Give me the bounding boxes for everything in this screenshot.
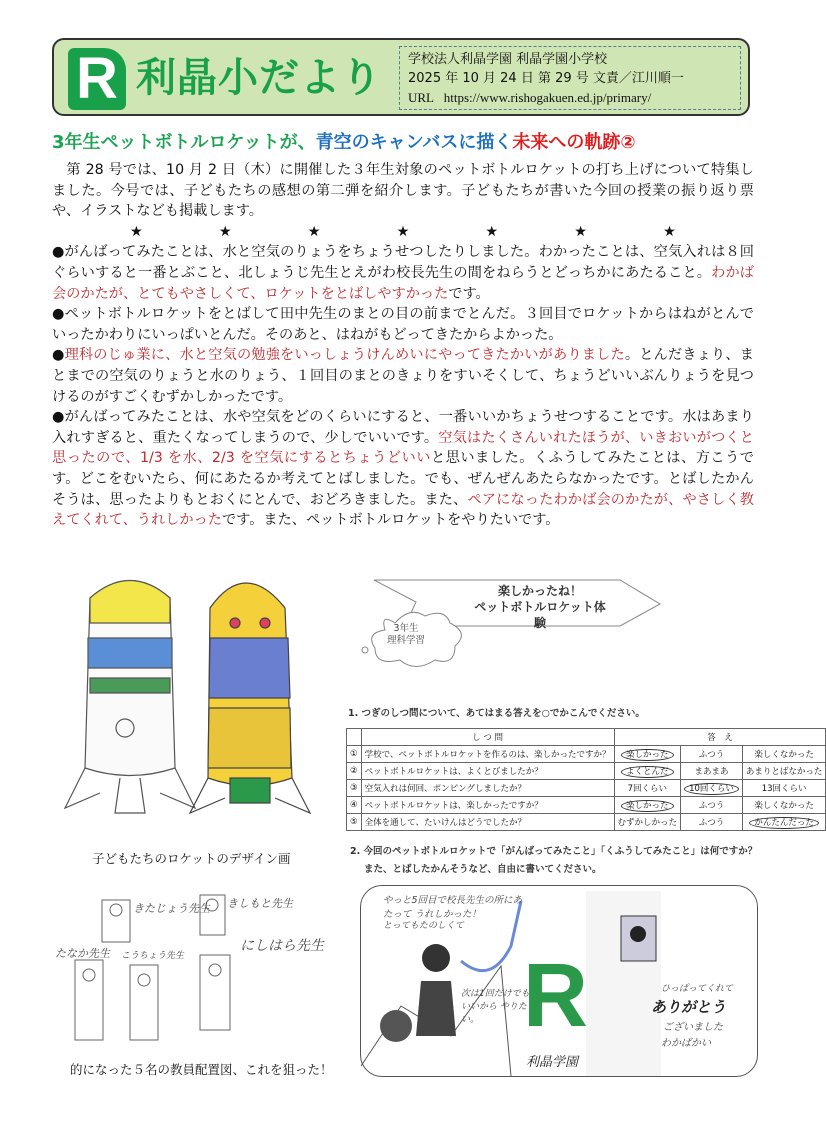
answer-cell (614, 814, 681, 831)
headline-part2: 青空のキャンバスに描く (315, 132, 513, 153)
comment-text: ●がんばってみたことは、水と空気のりょうをちょうせつしたりしました。わかったことは、空気入れは８回ぐらいすると一番とぶこと、北しょうじ先生とえがわ校長先生の間をねらうとどっちかにあたること。 (52, 244, 754, 281)
star-icon: ★ (307, 223, 321, 240)
teachers-caption: 的になった５名の教員配置図、これを狙った！ (70, 1062, 333, 1077)
survey-question-2 (350, 843, 757, 879)
answer-cell (614, 763, 681, 780)
comment-1 (52, 242, 754, 304)
comment-highlight: ペアになったわかば会のかたが、やさしく教えてくれて、うれしかった (52, 491, 754, 529)
rockets-caption: 子どもたちのロケットのデザイン画 (92, 851, 291, 866)
row-number: ② (347, 763, 362, 780)
banner-line-2: ペットボトルロケット体験 (474, 600, 606, 630)
comment-text: と思いました。くふうしてみたことは、方こうです。どこをむいたら、何にあたるか考えてとばしました。でも、ぜんぜんあたらなかったです。とばしたかんそうは、思ったよりもとおくにとんで、おどろきました。また、 (52, 450, 754, 508)
rocket-design-drawings (60, 568, 340, 843)
answer-option: 楽しくなかった (754, 801, 814, 811)
comment-highlight: 理科のじゅ業に、水と空気の勉強をいっしょうけんめいにやってきたかいがありました (64, 347, 625, 364)
drawing-text: 利晶学園 (526, 1055, 579, 1070)
star-icon: ★ (663, 223, 676, 240)
answer-option: 7回くらい (627, 784, 668, 794)
q2-line-2: また、とばしたかんそうなど、自由に書いてください。 (364, 864, 602, 875)
answer-cell (681, 780, 743, 797)
circled-answer: かんたんだった (749, 817, 819, 829)
question-cell: ペットボトルロケットは、楽しかったですか？ (361, 797, 614, 814)
question-cell: ペットボトルロケットは、よくとびましたか？ (361, 763, 614, 780)
rocket-drawing-1 (65, 581, 195, 814)
rocket-drawing-2 (190, 583, 310, 813)
star-divider (52, 222, 754, 243)
answer-option: まあまあ (694, 767, 729, 777)
row-number: ④ (347, 797, 362, 814)
q2-line-1: 2. 今回のペットボトルロケットで「がんばってみたこと」「くふうしてみたこと」は何ですか？ (350, 846, 758, 857)
cloud-label (387, 623, 425, 647)
answer-option: 楽しくなかった (754, 750, 814, 760)
issue-line: 2025 年 10 月 24 日 第 29 号 文責／江川順一 (408, 71, 684, 86)
headline (52, 130, 752, 156)
table-row (347, 763, 826, 780)
comment-text: です。 (448, 285, 490, 302)
worksheet-banner (470, 583, 610, 631)
answer-option: ふつう (698, 818, 725, 828)
answer-cell (742, 780, 826, 797)
header-answer: 答 え (614, 729, 826, 746)
headline-part3: 未来への軌跡② (512, 132, 636, 153)
answer-cell (614, 780, 681, 797)
answer-option: ふつう (698, 801, 725, 811)
intro-paragraph: 第 28 号では、10 月 2 日（木）に開催した３年生対象のペットボトルロケットの打ち上げについて特集しました。今号では、子どもたちの感想の第二弾を紹介します。子どもたちが書いた今回の授業の振り返り票や、イラストなども掲載します。 (52, 162, 754, 220)
question-cell: 全体を通して、たいけんはどうでしたか？ (361, 814, 614, 831)
answer-option: ふつう (698, 750, 725, 760)
row-number: ③ (347, 780, 362, 797)
teacher-label: たなか先生 (55, 947, 110, 960)
headline-part1: 3年生ペットボトルロケットが、 (52, 132, 316, 153)
answer-cell (614, 746, 681, 763)
answer-cell (681, 797, 743, 814)
question-cell: 学校で、ペットボトルロケットを作るのは、楽しかったですか？ (361, 746, 614, 763)
teacher-label: きたじょう先生 (133, 902, 210, 915)
comment-highlight: 空気はたくさんいれたほうが、いきおいがつくと思ったので、1/3 を水、2/3 を空気にするとちょうどいい (52, 429, 754, 467)
survey-table (346, 728, 826, 831)
newsletter-title: 利晶小だより (136, 55, 382, 101)
table-row (347, 797, 826, 814)
cloud-line-2: 理科学習 (387, 635, 426, 646)
comment-highlight: わかば会のかたが、とてもやさしくて、ロケットをとばしやすかった (52, 264, 754, 302)
row-number: ⑤ (347, 814, 362, 831)
answer-option: むずかしかった (617, 818, 678, 828)
drawing-text: とってもたのしくて (383, 921, 464, 931)
school-name: 学校法人利晶学園 利晶学園小学校 (408, 52, 608, 67)
answer-option: 13回くらい (761, 784, 807, 794)
star-icon: ★ (130, 223, 143, 240)
drawing-text: ひっぱってくれて (661, 984, 734, 994)
teacher-layout-drawing (55, 880, 345, 1050)
answer-cell (681, 814, 743, 831)
star-icon: ★ (218, 223, 232, 240)
question-cell: 空気入れは何回、ポンピングしましたか？ (361, 780, 614, 797)
school-logo: R (68, 48, 126, 110)
star-icon: ★ (485, 223, 499, 240)
comment-text: 。とんだきょり、まとまでの空気のりょうと水のりょう、１回目のまとのきょりをすいそくして、ちょうどいいぶんりょうを見つけるのがすごくむずかしかったです。 (52, 347, 754, 405)
answer-cell (742, 797, 826, 814)
drawing-text: ありがとう (651, 998, 727, 1016)
answer-cell (681, 746, 743, 763)
comment-text: ●がんばってみたことは、水や空気をどのくらいにすると、一番いいかちょうせつすることです。水はあまり入れすぎると、重たくなってしまうので、少しでいいです。 (52, 409, 754, 446)
url-line (408, 88, 732, 107)
comment-4 (52, 407, 754, 531)
drawing-text: ございました (663, 1022, 723, 1033)
table-header (347, 729, 826, 746)
drawing-text: 次は1回だけでもいいから やりたい。 (461, 989, 530, 1025)
cloud-line-1: 3年生 (393, 623, 419, 634)
teacher-label: にしはら先生 (240, 938, 324, 954)
drawing-text: わかばかい (661, 1038, 711, 1049)
star-icon: ★ (396, 223, 410, 240)
newsletter-header (52, 38, 750, 116)
star-icon: ★ (574, 223, 587, 240)
circled-answer: 楽しかった (621, 749, 674, 761)
circled-answer: 楽しかった (621, 800, 674, 812)
answer-cell (681, 763, 743, 780)
table-row (347, 746, 826, 763)
answer-cell (614, 797, 681, 814)
answer-option: あまりとばなかった (745, 767, 823, 777)
comment-2: ●ペットボトルロケットをとばして田中先生のまとの目の前までとんだ。３回目でロケットからはねがとんでいったかわりにいっぱいとんだ。そのあと、はねがもどってきたからよかった。 (52, 306, 754, 343)
survey-question-1: 1. つぎのしつ問について、あてはまる答えを○でかこんでください。 (348, 708, 645, 719)
teacher-label: きしもと先生 (227, 897, 293, 910)
issue-info-box (399, 46, 741, 110)
header-cell (347, 729, 362, 746)
comment-bullet: ● (52, 347, 65, 364)
answer-cell (742, 746, 826, 763)
table-row (347, 814, 826, 831)
drawn-r-logo: R (523, 946, 588, 1046)
comment-text: です。また、ペットボトルロケットをやりたいです。 (221, 512, 560, 529)
banner-line-1: 楽しかったね！ (497, 584, 582, 598)
header-question: し つ 問 (361, 729, 614, 746)
url-label: URL (408, 90, 434, 105)
teacher-label: こうちょう先生 (121, 951, 185, 961)
circled-answer: 10回くらい (684, 783, 739, 795)
answer-cell (742, 763, 826, 780)
row-number: ① (347, 746, 362, 763)
circled-answer: よくとんだ (621, 766, 674, 778)
comment-3 (52, 345, 754, 407)
drawing-text: やっと5回目で校長先生の所にあたって うれしかった！ (383, 895, 523, 920)
answer-cell (742, 814, 826, 831)
table-row (347, 780, 826, 797)
school-url[interactable]: https://www.rishogakuen.ed.jp/primary/ (443, 90, 652, 105)
article-body (52, 160, 754, 531)
student-drawing (360, 885, 758, 1077)
